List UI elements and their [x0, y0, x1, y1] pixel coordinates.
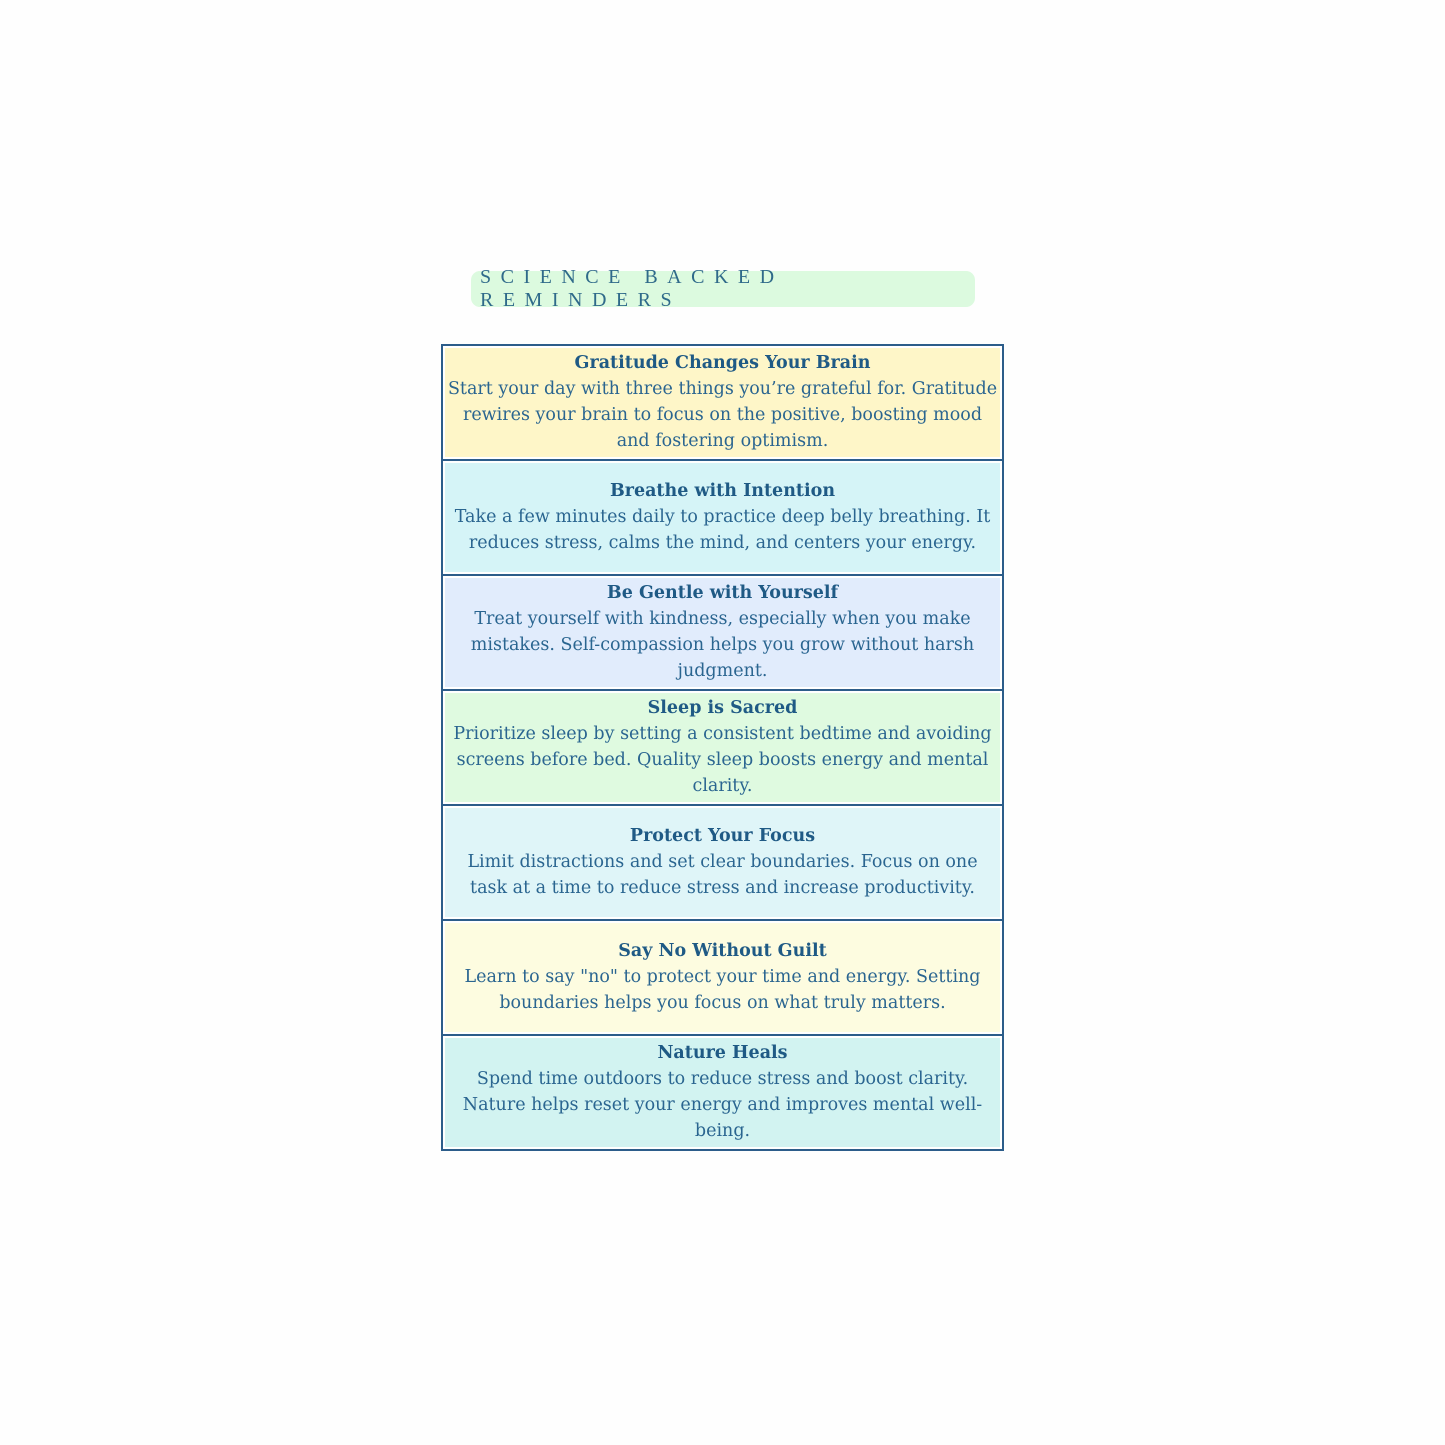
reminder-card	[442, 345, 1003, 461]
card-body: Take a few minutes daily to practice deep belly breathing. It reduces stress, calms the mind, and centers your energy.	[454, 507, 991, 554]
card-body: Treat yourself with kindness, especially when you make mistakes. Self-compassion helps you grow without harsh judgment.	[470, 609, 975, 682]
title-banner	[471, 266, 975, 311]
card-title: Gratitude Changes Your Brain	[574, 353, 871, 374]
card-body: Learn to say "no" to protect your time and energy. Setting boundaries helps you focus on what truly matters.	[464, 967, 981, 1014]
card-body: Spend time outdoors to reduce stress and boost clarity. Nature helps reset your energy and improves mental well-being.	[462, 1069, 983, 1142]
page-title: SCIENCE BACKED REMINDERS	[480, 266, 784, 311]
card-title: Breathe with Intention	[609, 481, 836, 502]
card-body: Limit distractions and set clear boundaries. Focus on one task at a time to reduce stress and increase productivity.	[467, 852, 978, 899]
card-body: Start your day with three things you’re grateful for. Gratitude rewires your brain to focus on the positive, boosting mood and fostering optimism.	[447, 379, 998, 452]
reminder-card	[442, 1035, 1003, 1151]
reminder-card	[442, 460, 1003, 576]
card-title: Say No Without Guilt	[618, 941, 827, 962]
card-title: Protect Your Focus	[629, 826, 816, 847]
card-title: Sleep is Sacred	[647, 698, 798, 719]
reminder-card	[442, 805, 1003, 921]
card-title: Nature Heals	[657, 1043, 788, 1064]
reminder-card	[442, 920, 1003, 1036]
reminder-card	[442, 575, 1003, 691]
card-body: Prioritize sleep by setting a consistent bedtime and avoiding screens before bed. Quality sleep boosts energy and mental clarity.	[453, 724, 992, 797]
reminders-list	[441, 344, 1004, 1151]
reminder-card	[442, 690, 1003, 806]
card-title: Be Gentle with Yourself	[606, 583, 839, 604]
